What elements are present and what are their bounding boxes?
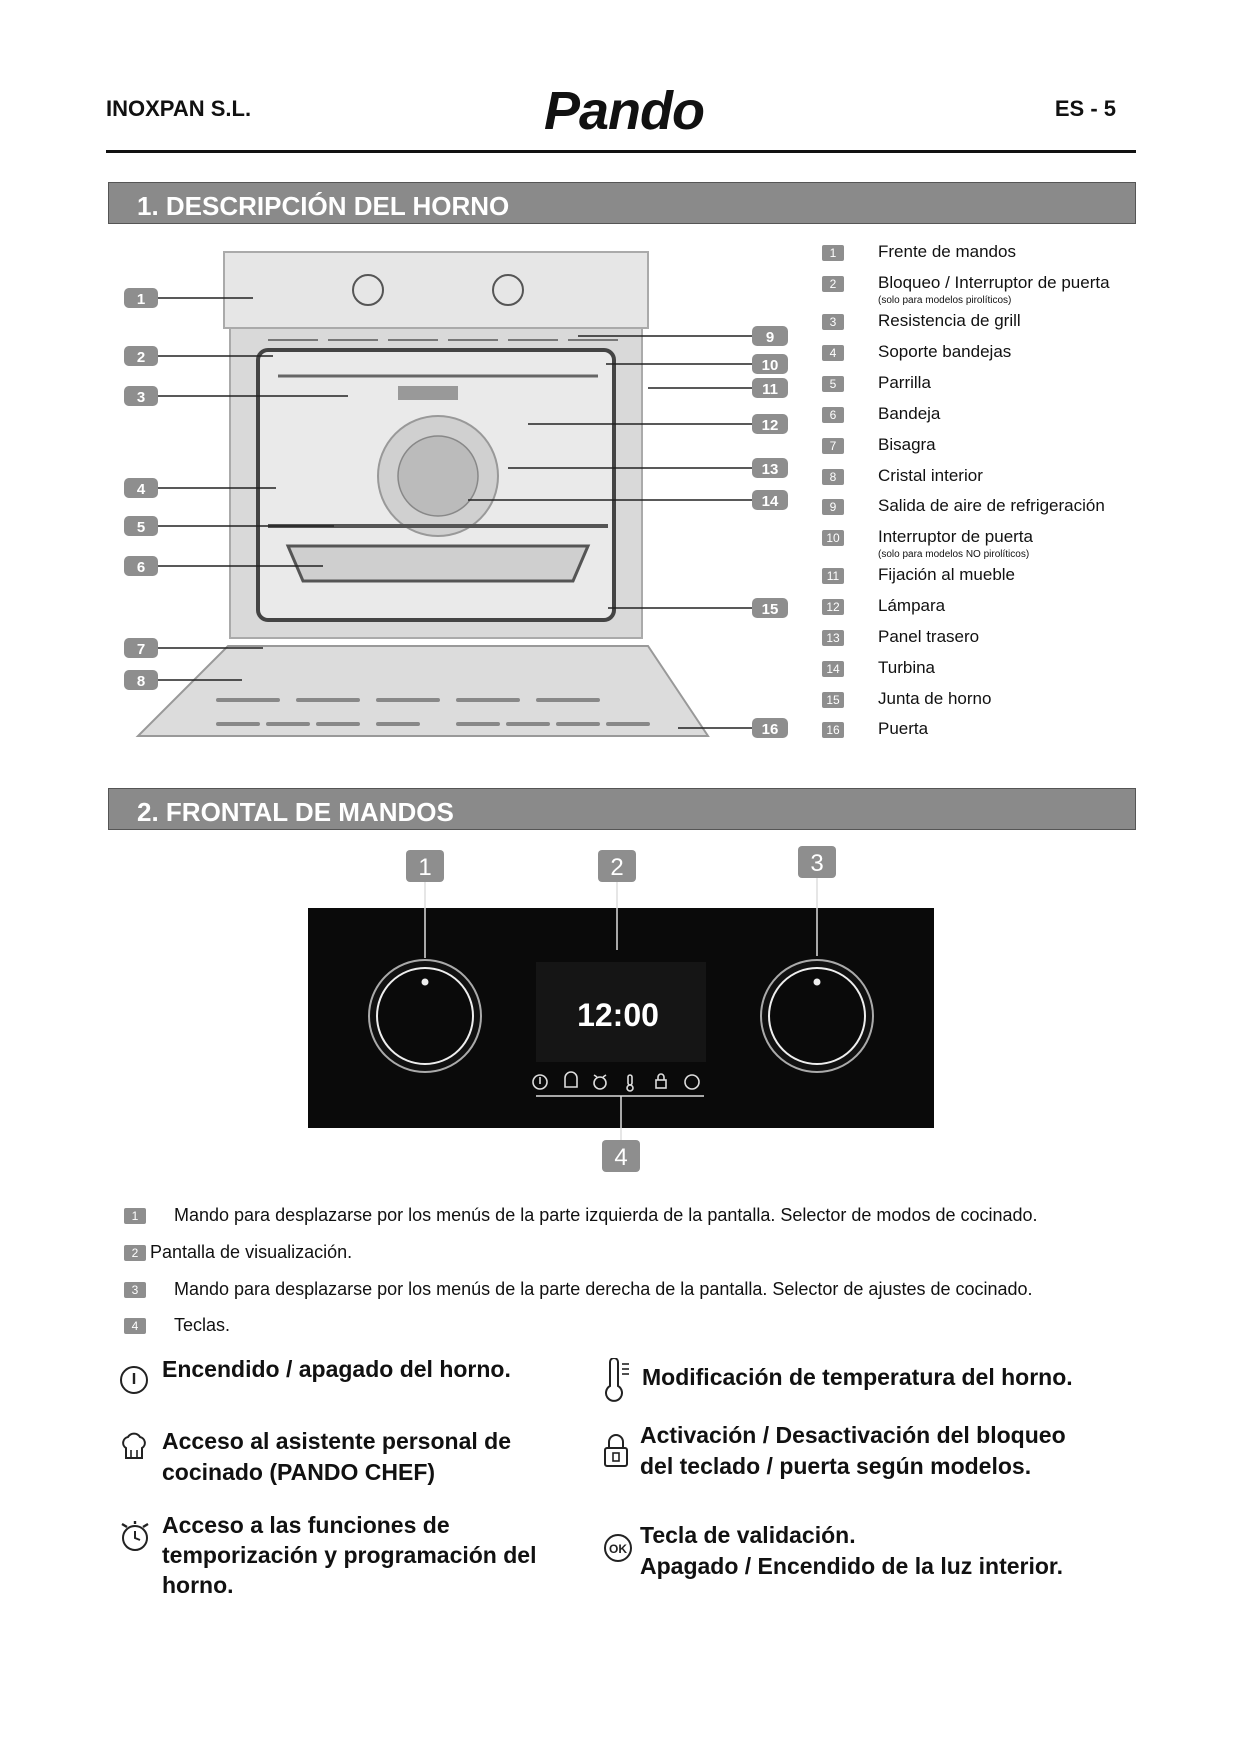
callout-10: 10 bbox=[761, 357, 779, 374]
section-1-header bbox=[108, 182, 1136, 224]
lock-icon bbox=[602, 1430, 630, 1470]
panel-callout-4: 4 bbox=[614, 1144, 628, 1171]
display-time: 12:00 bbox=[577, 997, 659, 1033]
callout-2: 2 bbox=[136, 349, 146, 366]
section-2-title: 2. FRONTAL DE MANDOS bbox=[137, 797, 454, 827]
power-icon bbox=[118, 1362, 150, 1394]
callout-13: 13 bbox=[761, 461, 779, 478]
callout-1: 1 bbox=[136, 291, 146, 308]
control-panel-diagram bbox=[300, 846, 940, 1176]
callout-15: 15 bbox=[761, 601, 779, 618]
callout-16: 16 bbox=[761, 721, 779, 738]
ok-icon bbox=[602, 1532, 634, 1564]
panel-callout-3: 3 bbox=[810, 850, 824, 877]
callout-5: 5 bbox=[136, 519, 146, 536]
callout-8: 8 bbox=[136, 673, 146, 690]
company-name: INOXPAN S.L. bbox=[106, 96, 252, 121]
callout-7: 7 bbox=[136, 641, 146, 658]
thermometer-icon bbox=[602, 1358, 632, 1402]
oven-diagram bbox=[118, 246, 798, 756]
section-1-title: 1. DESCRIPCIÓN DEL HORNO bbox=[137, 191, 510, 221]
callout-3: 3 bbox=[136, 389, 146, 406]
svg-text:OK: OK bbox=[609, 1542, 627, 1556]
page-header bbox=[106, 80, 1146, 150]
chef-hat-icon bbox=[118, 1430, 150, 1466]
alarm-clock-icon bbox=[118, 1518, 152, 1554]
callout-6: 6 bbox=[136, 559, 146, 576]
callout-14: 14 bbox=[761, 493, 779, 510]
callout-9: 9 bbox=[765, 329, 775, 346]
callout-12: 12 bbox=[761, 417, 779, 434]
brand-logo: Pando bbox=[544, 81, 705, 141]
callout-4: 4 bbox=[136, 481, 146, 498]
section-2-header bbox=[108, 788, 1136, 830]
header-divider bbox=[106, 150, 1136, 153]
page-number: ES - 5 bbox=[1054, 96, 1116, 121]
callout-11: 11 bbox=[762, 381, 778, 398]
panel-callout-2: 2 bbox=[610, 854, 624, 881]
panel-callout-1: 1 bbox=[418, 854, 432, 881]
